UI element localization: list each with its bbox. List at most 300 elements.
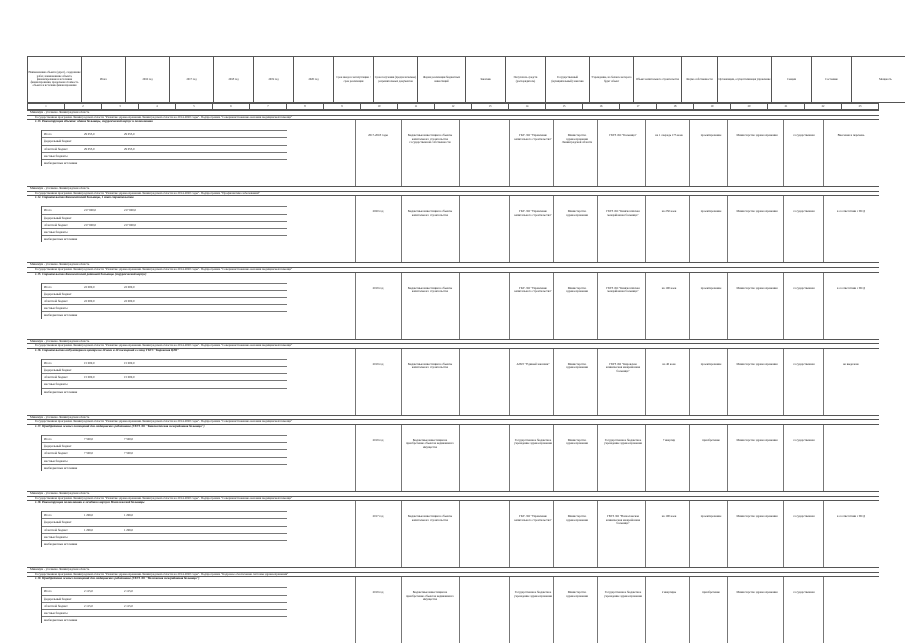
organization-cell: Министерство здравоохранения bbox=[731, 515, 783, 519]
finance-label: федеральный бюджет bbox=[42, 215, 84, 221]
form-cell: Бюджетные инвестиции на приобретение объектов недвижимого имущества bbox=[405, 591, 455, 602]
header-table bbox=[27, 56, 905, 103]
finance-value bbox=[124, 236, 179, 242]
sections-container bbox=[27, 110, 879, 643]
ownership-cell: государственная bbox=[787, 591, 821, 595]
header-cell: Заказчик bbox=[466, 57, 506, 103]
finance-row bbox=[42, 145, 287, 152]
column-divider bbox=[355, 577, 356, 643]
project-title: 1.18. Реконструкция поликлиники и лечебного корпуса Всеволожской больницы bbox=[27, 501, 879, 505]
finance-value bbox=[124, 534, 179, 540]
column-divider bbox=[645, 501, 646, 567]
column-number-cell: 22 bbox=[805, 104, 842, 110]
column-divider bbox=[509, 501, 510, 567]
capacity-cell: 7 квартир bbox=[649, 439, 689, 443]
column-divider bbox=[509, 577, 510, 643]
finance-label: внебюджетные источники bbox=[42, 465, 84, 471]
header-cell: Мощность bbox=[852, 57, 905, 103]
section-rank-line: Минимум - уточнено Ленинградская область bbox=[27, 491, 879, 496]
finance-label: Итого bbox=[42, 360, 84, 366]
finance-row bbox=[42, 587, 287, 594]
form-cell: Бюджетные инвестиции в объекты капитального строительства bbox=[405, 363, 455, 370]
finance-label: внебюджетные источники bbox=[42, 312, 84, 318]
finance-label: внебюджетные источники bbox=[42, 541, 84, 547]
header-cell: 2019 год bbox=[254, 57, 294, 103]
column-number-cell: 17 bbox=[620, 104, 657, 110]
column-divider bbox=[509, 273, 510, 339]
finance-row bbox=[42, 373, 287, 380]
finance-label: внебюджетные источники bbox=[42, 389, 84, 395]
finance-label: местные бюджеты bbox=[42, 381, 84, 387]
column-divider bbox=[727, 349, 728, 415]
column-divider bbox=[459, 425, 460, 491]
header-cell: Срок получения (предполагаемые) разрешительных документов bbox=[374, 57, 418, 103]
column-divider bbox=[783, 273, 784, 339]
column-divider bbox=[783, 196, 784, 262]
term-cell: 2019 год bbox=[359, 439, 397, 443]
finance-row bbox=[42, 616, 287, 623]
term-cell: 2017 год bbox=[359, 515, 397, 519]
customer-cell: АГКУ "Единый заказчик" bbox=[513, 363, 553, 367]
column-number-cell: 18 bbox=[657, 104, 694, 110]
finance-value: 7 500,0 bbox=[124, 436, 179, 442]
column-divider bbox=[355, 349, 356, 415]
organization-cell: Министерство здравоохранения bbox=[731, 439, 783, 443]
column-divider bbox=[459, 349, 460, 415]
finance-value: 217 600,0 bbox=[84, 207, 124, 213]
column-divider bbox=[597, 425, 598, 491]
holder-cell: Государственное бюджетное учреждение здравоохранения bbox=[601, 439, 645, 446]
column-divider bbox=[645, 349, 646, 415]
finance-row bbox=[42, 442, 287, 449]
form-cell: Бюджетные инвестиции на приобретение объектов недвижимого имущества bbox=[405, 439, 455, 450]
column-divider bbox=[459, 501, 460, 567]
column-number-cell: 23 bbox=[842, 104, 879, 110]
finance-row bbox=[42, 380, 287, 387]
finance-value bbox=[124, 138, 179, 144]
column-divider bbox=[823, 120, 824, 186]
finance-value: 7 500,0 bbox=[84, 450, 124, 456]
finance-row bbox=[42, 366, 287, 373]
finance-label: местные бюджеты bbox=[42, 458, 84, 464]
finance-table bbox=[41, 359, 287, 395]
customer-cell: ГКУ ЛО "Управление капитального строительства" bbox=[513, 287, 553, 294]
finance-label: местные бюджеты bbox=[42, 153, 84, 159]
finance-value bbox=[84, 534, 124, 540]
column-divider bbox=[401, 577, 402, 643]
finance-value: 22 000,0 bbox=[124, 284, 179, 290]
column-divider bbox=[645, 577, 646, 643]
column-number-cell: 7 bbox=[250, 104, 287, 110]
finance-label: местные бюджеты bbox=[42, 229, 84, 235]
finance-value bbox=[84, 236, 124, 242]
column-divider bbox=[597, 196, 598, 262]
project-title: 1.13. Реконструкция объекта: здание больницы, хирургический корпус и поликлиника bbox=[27, 120, 879, 124]
finance-value bbox=[124, 443, 179, 449]
finance-row bbox=[42, 235, 287, 242]
project-block bbox=[27, 119, 879, 186]
column-number-cell: 19 bbox=[694, 104, 731, 110]
finance-label: областной бюджет bbox=[42, 222, 84, 228]
finance-label: областной бюджет bbox=[42, 603, 84, 609]
customer-cell: Государственное бюджетное учреждение здравоохранения bbox=[513, 591, 553, 598]
finance-value bbox=[84, 389, 124, 395]
owner-cell: Министерство здравоохранения bbox=[557, 515, 597, 522]
finance-table bbox=[41, 587, 287, 623]
finance-value bbox=[124, 229, 179, 235]
section-program-line: Государственная программа Ленинградской области "Развитие здравоохранения Ленинградской области на 2014-2020 годы". Подпрограмма "Совершенствование оказания медицинской помощи" bbox=[27, 267, 879, 272]
customer-cell: Государственное бюджетное учреждение здравоохранения bbox=[513, 439, 553, 446]
header-cell: Форма собственности bbox=[682, 57, 718, 103]
finance-table bbox=[41, 435, 287, 471]
project-block bbox=[27, 500, 879, 567]
column-divider bbox=[727, 196, 728, 262]
column-number-cell: 3 bbox=[102, 104, 139, 110]
finance-value bbox=[124, 389, 179, 395]
finance-value: 217 600,0 bbox=[124, 222, 179, 228]
finance-label: областной бюджет bbox=[42, 374, 84, 380]
column-divider bbox=[823, 501, 824, 567]
column-divider bbox=[727, 577, 728, 643]
finance-table bbox=[41, 130, 287, 166]
column-divider bbox=[689, 577, 690, 643]
section-rank-line: Минимум - уточнено Ленинградская область bbox=[27, 339, 879, 344]
column-divider bbox=[509, 196, 510, 262]
organization-cell: Министерство здравоохранения bbox=[731, 591, 783, 595]
finance-value: 15 000,0 bbox=[124, 374, 179, 380]
finance-row bbox=[42, 228, 287, 235]
finance-value bbox=[84, 519, 124, 525]
section-program-line: Государственная программа Ленинградской области "Развитие здравоохранения Ленинградской области на 2014-2020 годы". Подпрограмма "Совершенствование оказания медицинской помощи" bbox=[27, 343, 879, 348]
column-divider bbox=[459, 196, 460, 262]
header-cell: Срок ввода в эксплуатацию / срок реализации bbox=[334, 57, 374, 103]
finance-value: 15 000,0 bbox=[84, 374, 124, 380]
column-number-row bbox=[27, 103, 879, 110]
finance-value: 2 115,0 bbox=[84, 588, 124, 594]
finance-label: федеральный бюджет bbox=[42, 367, 84, 373]
section-rank-line: Минимум - уточнено Ленинградская область bbox=[27, 262, 879, 267]
status-cell: приобретение bbox=[693, 439, 729, 443]
column-number-cell: 2 bbox=[65, 104, 102, 110]
capacity-cell: на 100 коек bbox=[649, 287, 689, 291]
finance-value: 2 115,0 bbox=[124, 588, 179, 594]
project-title: 1.14. Строительство Кингисеппской больницы, 1 этап строительства bbox=[27, 196, 879, 200]
capacity-cell: на 40 коек bbox=[649, 363, 689, 367]
ownership-cell: государственная bbox=[787, 134, 821, 138]
term-cell: 2019 год bbox=[359, 591, 397, 595]
finance-label: Итого bbox=[42, 284, 84, 290]
form-cell: Бюджетные инвестиции в объекты капитального строительства bbox=[405, 287, 455, 294]
finance-value bbox=[84, 291, 124, 297]
column-divider bbox=[553, 577, 554, 643]
column-divider bbox=[689, 425, 690, 491]
finance-value: 2 115,0 bbox=[124, 603, 179, 609]
finance-value bbox=[124, 215, 179, 221]
column-number-cell: 6 bbox=[213, 104, 250, 110]
finance-label: федеральный бюджет bbox=[42, 596, 84, 602]
holder-cell: ГБУЗ ЛО "Больница" bbox=[601, 134, 645, 138]
finance-label: местные бюджеты bbox=[42, 610, 84, 616]
finance-value bbox=[124, 617, 179, 623]
column-number-cell: 5 bbox=[176, 104, 213, 110]
form-cell: Бюджетные инвестиции в объекты капитального строительства bbox=[405, 515, 455, 522]
finance-row bbox=[42, 609, 287, 616]
project-title: 1.16. Строительство амбулаторного центра на 40 коек и 40 посещений в смену ГБУЗ "Кировская ЦРБ" bbox=[27, 349, 879, 353]
finance-value bbox=[84, 617, 124, 623]
project-block bbox=[27, 348, 879, 415]
finance-label: местные бюджеты bbox=[42, 534, 84, 540]
project-title: 1.19. Приобретение жилых помещений для медицинских работников (ГБУЗ ЛО "Волховская межрайонная больница") bbox=[27, 577, 879, 581]
finance-value bbox=[124, 381, 179, 387]
finance-row bbox=[42, 602, 287, 609]
finance-row bbox=[42, 595, 287, 602]
finance-label: федеральный бюджет bbox=[42, 291, 84, 297]
header-cell: Наименование объекта (адрес), содержание работ, наименование объекта, финансирование и источники финансирования, предельная стоимость объекта и источник финансирования bbox=[28, 57, 82, 103]
column-divider bbox=[823, 196, 824, 262]
finance-table bbox=[41, 206, 287, 242]
capacity-cell: на 100 коек bbox=[649, 515, 689, 519]
extra-cell: Внесение в перечень bbox=[827, 134, 875, 138]
organization-cell: Министерство здравоохранения bbox=[731, 134, 783, 138]
status-cell: приобретение bbox=[693, 591, 729, 595]
finance-row bbox=[42, 511, 287, 518]
status-cell: проектирование bbox=[693, 515, 729, 519]
holder-cell: ГБУЗ ЛО "Всеволожская клиническая межрайонная больница" bbox=[601, 515, 645, 526]
column-divider bbox=[597, 501, 598, 567]
column-divider bbox=[823, 577, 824, 643]
header-cell: 2018 год bbox=[214, 57, 254, 103]
finance-value: 15 000,0 bbox=[124, 360, 179, 366]
finance-value bbox=[84, 229, 124, 235]
header-cell: Итого bbox=[82, 57, 126, 103]
finance-value: 29 055,0 bbox=[84, 131, 124, 137]
section-program-line: Государственная программа Ленинградской области "Развитие здравоохранения Ленинградской области на 2014-2020 годы". Подпрограмма "Профилактика заболеваний" bbox=[27, 191, 879, 196]
finance-row bbox=[42, 311, 287, 318]
column-divider bbox=[783, 577, 784, 643]
column-divider bbox=[459, 120, 460, 186]
finance-row bbox=[42, 449, 287, 456]
finance-row bbox=[42, 297, 287, 304]
finance-row bbox=[42, 283, 287, 290]
finance-value bbox=[84, 305, 124, 311]
finance-row bbox=[42, 359, 287, 366]
finance-value bbox=[84, 465, 124, 471]
finance-value bbox=[124, 596, 179, 602]
finance-row bbox=[42, 533, 287, 540]
finance-label: внебюджетные источники bbox=[42, 160, 84, 166]
column-divider bbox=[645, 273, 646, 339]
finance-label: местные бюджеты bbox=[42, 305, 84, 311]
ownership-cell: государственная bbox=[787, 363, 821, 367]
owner-cell: Министерство здравоохранения bbox=[557, 287, 597, 294]
column-number-cell: 8 bbox=[287, 104, 324, 110]
owner-cell: Министерство здравоохранения bbox=[557, 439, 597, 446]
extra-cell: не выделено bbox=[827, 363, 875, 367]
column-divider bbox=[783, 349, 784, 415]
header-cell: Состояние bbox=[812, 57, 852, 103]
column-divider bbox=[727, 120, 728, 186]
term-cell: 2017-2018 годы bbox=[359, 134, 397, 138]
column-number-cell: 16 bbox=[583, 104, 620, 110]
finance-label: Итого bbox=[42, 207, 84, 213]
finance-row bbox=[42, 435, 287, 442]
column-number-cell: 1 bbox=[28, 104, 65, 110]
column-divider bbox=[553, 349, 554, 415]
customer-cell: ГКУ ЛО "Управление капитального строительства" bbox=[513, 134, 553, 141]
finance-label: федеральный бюджет bbox=[42, 138, 84, 144]
form-cell: Бюджетные инвестиции в объекты капитального строительства bbox=[405, 210, 455, 217]
term-cell: 2019 год bbox=[359, 363, 397, 367]
finance-value bbox=[124, 291, 179, 297]
finance-label: областной бюджет bbox=[42, 298, 84, 304]
finance-value bbox=[124, 305, 179, 311]
column-number-cell: 13 bbox=[472, 104, 509, 110]
finance-value bbox=[84, 596, 124, 602]
finance-value: 1 296,0 bbox=[124, 527, 179, 533]
finance-row bbox=[42, 152, 287, 159]
column-divider bbox=[689, 501, 690, 567]
column-divider bbox=[823, 425, 824, 491]
column-divider bbox=[355, 425, 356, 491]
finance-value: 29 055,0 bbox=[84, 146, 124, 152]
ownership-cell: государственная bbox=[787, 439, 821, 443]
extra-cell: в соответствии с ПСД bbox=[827, 515, 875, 519]
column-divider bbox=[401, 349, 402, 415]
column-divider bbox=[509, 120, 510, 186]
column-divider bbox=[355, 501, 356, 567]
finance-label: внебюджетные источники bbox=[42, 617, 84, 623]
section-rank-line: Минимум - уточнено Ленинградская область bbox=[27, 567, 879, 572]
finance-label: федеральный бюджет bbox=[42, 519, 84, 525]
finance-table bbox=[41, 283, 287, 319]
organization-cell: Министерство здравоохранения bbox=[731, 210, 783, 214]
finance-value: 217 600,0 bbox=[124, 207, 179, 213]
column-divider bbox=[459, 577, 460, 643]
section-program-line: Государственная программа Ленинградской области "Развитие здравоохранения Ленинградской области на 2014-2020 годы". Подпрограмма "Совершенствование оказания медицинской помощи" bbox=[27, 419, 879, 424]
header-cell: Организация, осуществляющая управление bbox=[718, 57, 772, 103]
finance-row bbox=[42, 137, 287, 144]
status-cell: проектирование bbox=[693, 363, 729, 367]
finance-label: Итого bbox=[42, 436, 84, 442]
finance-row bbox=[42, 290, 287, 297]
column-divider bbox=[783, 425, 784, 491]
column-divider bbox=[401, 273, 402, 339]
column-divider bbox=[823, 349, 824, 415]
finance-value bbox=[84, 153, 124, 159]
finance-value bbox=[124, 458, 179, 464]
column-divider bbox=[401, 196, 402, 262]
column-divider bbox=[783, 501, 784, 567]
column-divider bbox=[727, 501, 728, 567]
finance-value bbox=[124, 367, 179, 373]
finance-row bbox=[42, 304, 287, 311]
column-number-cell: 14 bbox=[509, 104, 546, 110]
column-divider bbox=[355, 196, 356, 262]
finance-value: 1 296,0 bbox=[124, 512, 179, 518]
header-cell: 2016 год bbox=[126, 57, 170, 103]
section-program-line: Государственная программа Ленинградской области "Развитие здравоохранения Ленинградской области на 2014-2020 годы". Подпрограмма "Кадровое обеспечение системы здравоохранения" bbox=[27, 572, 879, 577]
column-divider bbox=[553, 273, 554, 339]
ownership-cell: государственная bbox=[787, 287, 821, 291]
term-cell: 2019 год bbox=[359, 287, 397, 291]
owner-cell: Министерство здравоохранения Ленинградской области bbox=[557, 134, 597, 145]
finance-row bbox=[42, 526, 287, 533]
holder-cell: ГБУЗ ЛО "Кингисеппская межрайонная больница" bbox=[601, 287, 645, 294]
extra-cell: в соответствии с ПСД bbox=[827, 210, 875, 214]
header-cell: Секция bbox=[772, 57, 812, 103]
column-divider bbox=[689, 273, 690, 339]
column-divider bbox=[645, 425, 646, 491]
capacity-cell: на 1 очередь 175 коек bbox=[649, 134, 689, 138]
header-cell: 2017 год bbox=[170, 57, 214, 103]
column-divider bbox=[553, 120, 554, 186]
header-cell: Получатель средств (распорядитель) bbox=[506, 57, 546, 103]
finance-value: 22 000,0 bbox=[124, 298, 179, 304]
finance-label: областной бюджет bbox=[42, 146, 84, 152]
column-divider bbox=[689, 120, 690, 186]
finance-row bbox=[42, 214, 287, 221]
finance-label: Итого bbox=[42, 588, 84, 594]
ownership-cell: государственная bbox=[787, 210, 821, 214]
finance-row bbox=[42, 206, 287, 213]
project-block bbox=[27, 424, 879, 491]
section-rank-line: Минимум - уточнено Ленинградская область bbox=[27, 415, 879, 420]
status-cell: проектирование bbox=[693, 134, 729, 138]
project-title: 1.15. Строительство Кингисеппской районной больницы (хирургический корпус) bbox=[27, 273, 879, 277]
column-divider bbox=[645, 120, 646, 186]
finance-value: 22 000,0 bbox=[84, 298, 124, 304]
owner-cell: Министерство здравоохранения bbox=[557, 363, 597, 370]
column-number-cell: 12 bbox=[435, 104, 472, 110]
header-cell: Учреждение, на балансе которого будет объект bbox=[590, 57, 634, 103]
column-divider bbox=[355, 120, 356, 186]
project-block bbox=[27, 195, 879, 262]
finance-label: федеральный бюджет bbox=[42, 443, 84, 449]
column-divider bbox=[597, 120, 598, 186]
project-block bbox=[27, 576, 879, 643]
finance-value bbox=[84, 367, 124, 373]
owner-cell: Министерство здравоохранения bbox=[557, 591, 597, 598]
column-number-cell: 21 bbox=[768, 104, 805, 110]
holder-cell: Государственное бюджетное учреждение здравоохранения bbox=[601, 591, 645, 598]
finance-value: 2 115,0 bbox=[84, 603, 124, 609]
document-sheet bbox=[27, 56, 879, 643]
finance-value bbox=[84, 138, 124, 144]
finance-value: 29 055,0 bbox=[124, 146, 179, 152]
project-block bbox=[27, 272, 879, 339]
column-divider bbox=[553, 425, 554, 491]
finance-value: 1 296,0 bbox=[84, 512, 124, 518]
finance-value bbox=[124, 541, 179, 547]
header-cell: Государственный (муниципальный) заказчик bbox=[546, 57, 590, 103]
status-cell: проектирование bbox=[693, 210, 729, 214]
column-divider bbox=[597, 349, 598, 415]
organization-cell: Министерство здравоохранения bbox=[731, 287, 783, 291]
finance-value: 22 000,0 bbox=[84, 284, 124, 290]
column-divider bbox=[509, 425, 510, 491]
finance-label: Итого bbox=[42, 512, 84, 518]
finance-value bbox=[124, 610, 179, 616]
finance-value bbox=[84, 458, 124, 464]
finance-row bbox=[42, 221, 287, 228]
owner-cell: Министерство здравоохранения bbox=[557, 210, 597, 217]
column-divider bbox=[783, 120, 784, 186]
finance-value: 7 500,0 bbox=[124, 450, 179, 456]
extra-cell: в соответствии с ПСД bbox=[827, 287, 875, 291]
capacity-cell: на 250 коек bbox=[649, 210, 689, 214]
finance-value bbox=[124, 519, 179, 525]
finance-label: областной бюджет bbox=[42, 527, 84, 533]
